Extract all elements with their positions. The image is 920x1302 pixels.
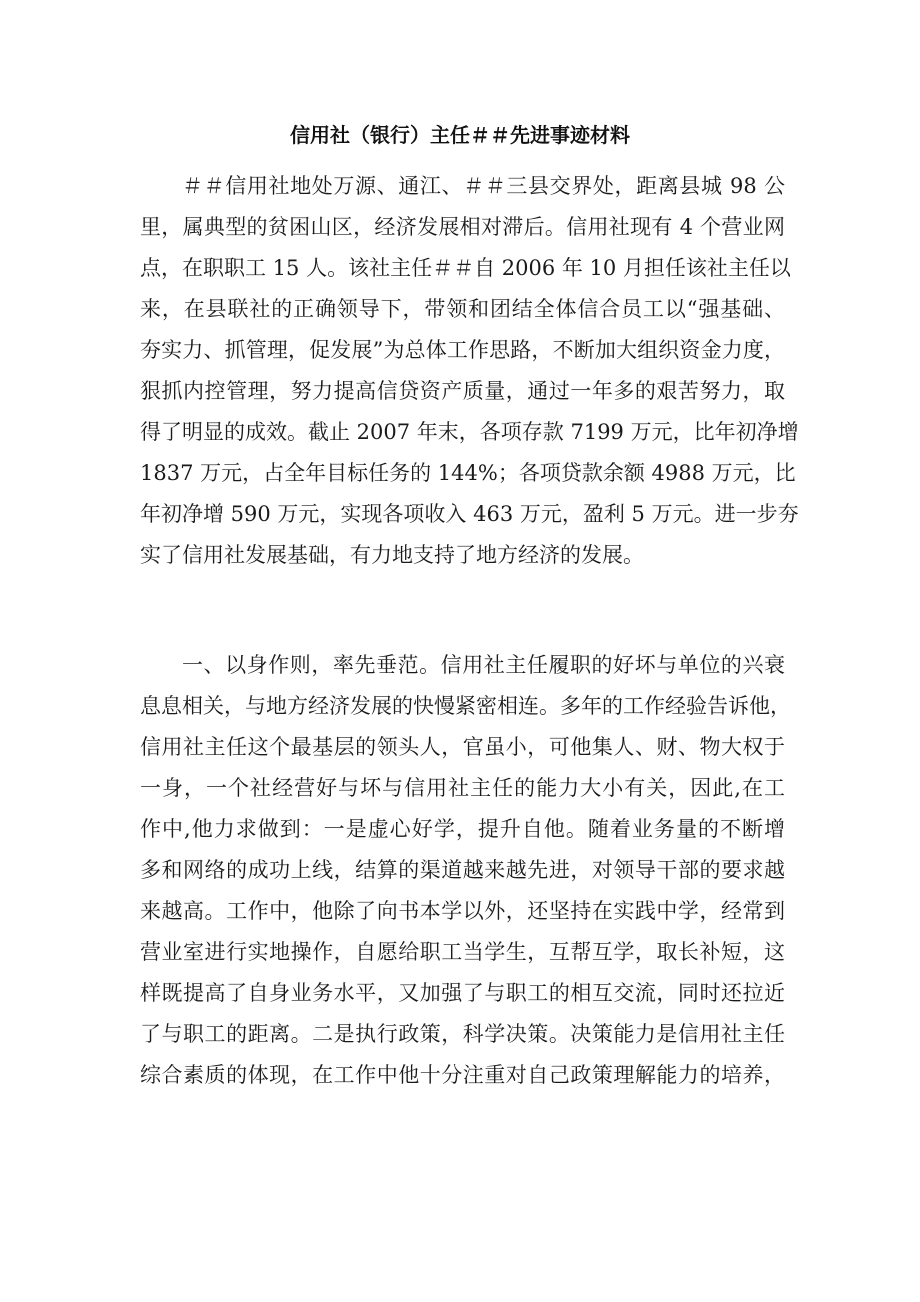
text-line: 多和网络的成功上线，结算的渠道越来越先进，对领导干部的要求越	[140, 858, 785, 882]
text-line: 夯实力、抓管理，促发展”为总体工作思路，不断加大组织资金力度，	[140, 338, 785, 362]
text-line: 来，在县联社的正确领导下，带领和团结全体信合员工以“强基础、	[140, 297, 785, 321]
text-line: 信用社主任这个最基层的领头人，官虽小，可他集人、财、物大权于	[140, 735, 785, 759]
text-line: 样既提高了自身业务水平，又加强了与职工的相互交流，同时还拉近	[140, 981, 785, 1005]
text-line: 来越高。工作中，他除了向书本学以外，还坚持在实践中学，经常到	[140, 899, 785, 923]
text-line: 狠抓内控管理，努力提高信贷资产质量，通过一年多的艰苦努力，取	[140, 379, 785, 403]
text-line: 综合素质的体现，在工作中他十分注重对自己政策理解能力的培养，	[140, 1063, 785, 1087]
text-line: 作中,他力求做到：一是虚心好学，提升自他。随着业务量的不断增	[140, 817, 785, 841]
text-line: 一、以身作则，率先垂范。信用社主任履职的好坏与单位的兴衰	[182, 653, 785, 677]
text-line: 点，在职职工 15 人。该社主任＃＃自 2006 年 10 月担任该社主任以	[140, 256, 791, 280]
text-line: 营业室进行实地操作，自愿给职工当学生，互帮互学，取长补短，这	[140, 940, 785, 964]
text-line: 得了明显的成效。截止 2007 年末，各项存款 7199 万元，比年初净增	[140, 420, 799, 444]
document-title: 信用社（银行）主任＃＃先进事迹材料	[290, 123, 630, 147]
text-line: 一身，一个社经营好与坏与信用社主任的能力大小有关，因此,在工	[140, 776, 785, 800]
paragraph-2	[140, 645, 791, 1096]
text-line: 了与职工的距离。二是执行政策，科学决策。决策能力是信用社主任	[140, 1022, 785, 1046]
text-line: 年初净增 590 万元，实现各项收入 463 万元，盈利 5 万元。进一步夯	[140, 502, 799, 526]
paragraph-1	[140, 166, 799, 576]
text-line: 息息相关，与地方经济发展的快慢紧密相连。多年的工作经验告诉他，	[140, 694, 791, 718]
text-line: ＃＃信用社地处万源、通江、＃＃三县交界处，距离县城 98 公	[182, 174, 785, 198]
text-line: 里，属典型的贫困山区，经济发展相对滞后。信用社现有 4 个营业网	[140, 215, 785, 239]
text-line: 实了信用社发展基础，有力地支持了地方经济的发展。	[140, 543, 644, 567]
text-line: 1837 万元，占全年目标任务的 144%；各项贷款余额 4988 万元，比	[140, 461, 796, 485]
